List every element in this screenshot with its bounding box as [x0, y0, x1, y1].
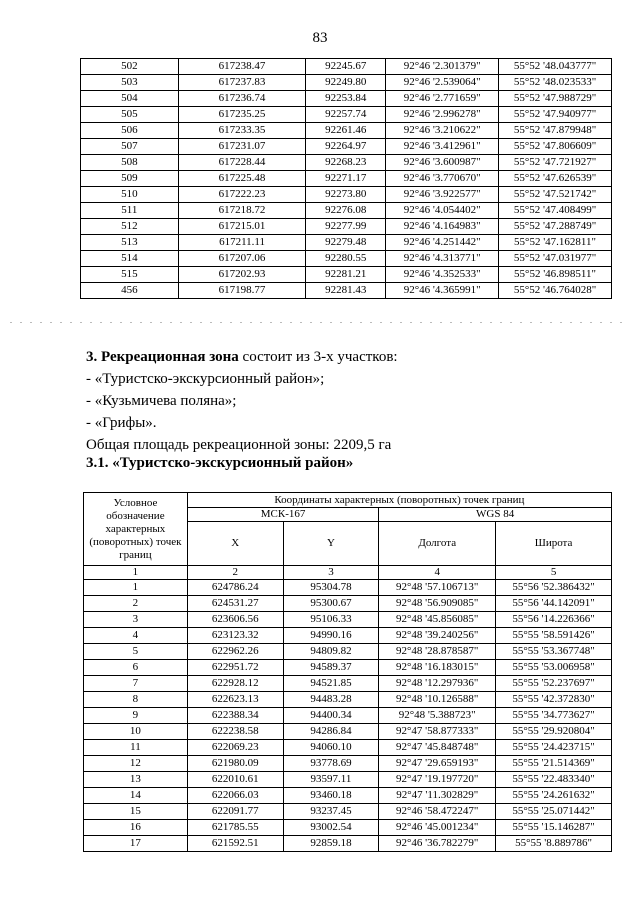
table-cell: 16	[84, 820, 188, 836]
table-cell: 92°48 '28.878587"	[379, 644, 496, 660]
table-cell: 17	[84, 836, 188, 852]
table-cell: 617211.11	[178, 235, 306, 251]
table-cell: 505	[81, 107, 179, 123]
table-cell: 92°46 '3.770670"	[386, 171, 499, 187]
table-cell: 7	[84, 676, 188, 692]
table-cell: 55°52 '47.521742"	[499, 187, 612, 203]
table-cell: 92°47 '29.659193"	[379, 756, 496, 772]
table-cell: 623606.56	[187, 612, 283, 628]
coordinates-table-continued	[80, 58, 612, 299]
table-cell: 92253.84	[306, 91, 386, 107]
table-cell: 617198.77	[178, 283, 306, 299]
table-cell: 624531.27	[187, 596, 283, 612]
table-cell: 95106.33	[283, 612, 379, 628]
table-cell: 55°55 '53.006958"	[496, 660, 612, 676]
table-cell: 504	[81, 91, 179, 107]
table-cell: 9	[84, 708, 188, 724]
list-item: - «Кузьмичева поляна»;	[86, 393, 237, 409]
table-cell: 92264.97	[306, 139, 386, 155]
table-cell: 55°52 '47.162811"	[499, 235, 612, 251]
table-cell: 92°48 '10.126588"	[379, 692, 496, 708]
table-cell: 55°55 '21.514369"	[496, 756, 612, 772]
table-cell: 55°52 '46.898511"	[499, 267, 612, 283]
table-cell: 6	[84, 660, 188, 676]
table-cell: 622951.72	[187, 660, 283, 676]
table-row	[84, 660, 612, 676]
table-cell: 92°46 '4.164983"	[386, 219, 499, 235]
table-row	[84, 724, 612, 740]
table-cell: 95300.67	[283, 596, 379, 612]
table-cell: 94286.84	[283, 724, 379, 740]
table-cell: 502	[81, 59, 179, 75]
table-row	[81, 59, 612, 75]
table-cell: 55°52 '47.288749"	[499, 219, 612, 235]
table-cell: 617237.83	[178, 75, 306, 91]
table-row	[84, 692, 612, 708]
page-number: 83	[312, 30, 328, 46]
table-row	[84, 788, 612, 804]
table-cell: 55°52 '48.043777"	[499, 59, 612, 75]
header-msk: МСК-167	[187, 508, 378, 522]
table-cell: 94990.16	[283, 628, 379, 644]
recreation-zone-section	[86, 346, 606, 456]
table-cell: 624786.24	[187, 580, 283, 596]
table-cell: 92°46 '2.771659"	[386, 91, 499, 107]
column-number: 5	[496, 566, 612, 580]
table-cell: 55°55 '8.889786"	[496, 836, 612, 852]
table-cell: 55°52 '47.408499"	[499, 203, 612, 219]
table-cell: 92°46 '4.251442"	[386, 235, 499, 251]
table-cell: 510	[81, 187, 179, 203]
table-cell: 508	[81, 155, 179, 171]
table-cell: 92°46 '4.313771"	[386, 251, 499, 267]
table-cell: 621980.09	[187, 756, 283, 772]
table-cell: 92°46 '2.996278"	[386, 107, 499, 123]
table-cell: 55°52 '48.023533"	[499, 75, 612, 91]
table-cell: 93597.11	[283, 772, 379, 788]
table-cell: 94809.82	[283, 644, 379, 660]
table-cell: 55°55 '15.146287"	[496, 820, 612, 836]
table-cell: 55°56 '52.386432"	[496, 580, 612, 596]
table-cell: 55°55 '25.071442"	[496, 804, 612, 820]
table-cell: 93778.69	[283, 756, 379, 772]
table-cell: 92859.18	[283, 836, 379, 852]
table-row	[81, 251, 612, 267]
table-row	[81, 107, 612, 123]
table-row	[81, 203, 612, 219]
table-row	[84, 820, 612, 836]
table-cell: 617235.25	[178, 107, 306, 123]
table-cell: 92279.48	[306, 235, 386, 251]
table-row	[81, 187, 612, 203]
table-cell: 55°55 '24.423715"	[496, 740, 612, 756]
table-row	[81, 267, 612, 283]
table-cell: 12	[84, 756, 188, 772]
table-cell: 92281.43	[306, 283, 386, 299]
table-row	[81, 91, 612, 107]
table-cell: 617222.23	[178, 187, 306, 203]
table-cell: 92°46 '3.600987"	[386, 155, 499, 171]
table-row	[84, 676, 612, 692]
table-cell: 55°55 '34.773627"	[496, 708, 612, 724]
table-cell: 456	[81, 283, 179, 299]
table-cell: 93237.45	[283, 804, 379, 820]
table-cell: 513	[81, 235, 179, 251]
table-cell: 93460.18	[283, 788, 379, 804]
table-cell: 14	[84, 788, 188, 804]
table-cell: 55°55 '29.920804"	[496, 724, 612, 740]
table-cell: 92261.46	[306, 123, 386, 139]
table-cell: 55°56 '44.142091"	[496, 596, 612, 612]
column-number: 2	[187, 566, 283, 580]
table-cell: 507	[81, 139, 179, 155]
table-cell: 511	[81, 203, 179, 219]
table-cell: 55°52 '47.879948"	[499, 123, 612, 139]
table-cell: 93002.54	[283, 820, 379, 836]
table-cell: 2	[84, 596, 188, 612]
table-cell: 92°46 '4.352533"	[386, 267, 499, 283]
table-cell: 10	[84, 724, 188, 740]
subsection-heading: 3.1. «Туристско-экскурсионный район»	[86, 455, 354, 471]
table-cell: 15	[84, 804, 188, 820]
header-y: Y	[283, 522, 379, 566]
table-cell: 622962.26	[187, 644, 283, 660]
table-cell: 55°55 '58.591426"	[496, 628, 612, 644]
table-cell: 92°46 '4.054402"	[386, 203, 499, 219]
table-cell: 55°52 '47.940977"	[499, 107, 612, 123]
section-heading	[86, 346, 606, 368]
table-cell: 92249.80	[306, 75, 386, 91]
table-cell: 506	[81, 123, 179, 139]
table-cell: 92°47 '11.302829"	[379, 788, 496, 804]
table-cell: 94521.85	[283, 676, 379, 692]
table-cell: 92280.55	[306, 251, 386, 267]
table-cell: 92°48 '5.388723"	[379, 708, 496, 724]
table-cell: 55°52 '47.988729"	[499, 91, 612, 107]
table-cell: 617231.07	[178, 139, 306, 155]
table-cell: 8	[84, 692, 188, 708]
table-row	[84, 596, 612, 612]
table-cell: 92°47 '45.848748"	[379, 740, 496, 756]
table-cell: 514	[81, 251, 179, 267]
table-cell: 4	[84, 628, 188, 644]
table-cell: 617225.48	[178, 171, 306, 187]
column-number: 4	[379, 566, 496, 580]
table-row	[84, 772, 612, 788]
table-cell: 95304.78	[283, 580, 379, 596]
table-row	[84, 740, 612, 756]
table-cell: 92271.17	[306, 171, 386, 187]
table-row	[81, 75, 612, 91]
table-cell: 92257.74	[306, 107, 386, 123]
table-cell: 13	[84, 772, 188, 788]
table-cell: 622010.61	[187, 772, 283, 788]
table-cell: 92°47 '58.877333"	[379, 724, 496, 740]
table-cell: 92°47 '19.197720"	[379, 772, 496, 788]
table-row	[81, 235, 612, 251]
column-number: 3	[283, 566, 379, 580]
table-cell: 3	[84, 612, 188, 628]
table-cell: 503	[81, 75, 179, 91]
table-cell: 622238.58	[187, 724, 283, 740]
table-row	[81, 283, 612, 299]
list-item: - «Туристско-экскурсионный район»;	[86, 371, 325, 387]
table-cell: 617233.35	[178, 123, 306, 139]
table-cell: 55°52 '47.626539"	[499, 171, 612, 187]
table-row	[84, 580, 612, 596]
table-cell: 92°46 '58.472247"	[379, 804, 496, 820]
table-cell: 55°52 '46.764028"	[499, 283, 612, 299]
table-cell: 92°46 '36.782279"	[379, 836, 496, 852]
table-cell: 92°48 '16.183015"	[379, 660, 496, 676]
table-cell: 92°48 '56.909085"	[379, 596, 496, 612]
table-cell: 92276.08	[306, 203, 386, 219]
table-row	[84, 836, 612, 852]
header-coordinates: Координаты характерных (поворотных) точек границ	[187, 493, 611, 508]
table-cell: 55°52 '47.721927"	[499, 155, 612, 171]
table-cell: 92281.21	[306, 267, 386, 283]
table-cell: 92°46 '2.539064"	[386, 75, 499, 91]
table-cell: 92245.67	[306, 59, 386, 75]
table-cell: 515	[81, 267, 179, 283]
header-wgs: WGS 84	[379, 508, 612, 522]
table-row	[81, 123, 612, 139]
table-cell: 622091.77	[187, 804, 283, 820]
page-break-separator	[10, 322, 630, 323]
table-cell: 622066.03	[187, 788, 283, 804]
table-cell: 617202.93	[178, 267, 306, 283]
table-row	[84, 612, 612, 628]
table-cell: 92°46 '3.210622"	[386, 123, 499, 139]
table-cell: 92°46 '45.001234"	[379, 820, 496, 836]
table-row	[84, 708, 612, 724]
table-cell: 11	[84, 740, 188, 756]
table-cell: 92°46 '4.365991"	[386, 283, 499, 299]
table-cell: 622928.12	[187, 676, 283, 692]
table-cell: 94483.28	[283, 692, 379, 708]
table-row	[84, 628, 612, 644]
table-cell: 617236.74	[178, 91, 306, 107]
header-point-designation: Условное обозначение характерных (поворотных) точек границ	[84, 493, 188, 566]
table-cell: 55°55 '24.261632"	[496, 788, 612, 804]
table-cell: 92°46 '3.922577"	[386, 187, 499, 203]
section-heading-rest: состоит из 3-х участков:	[238, 349, 398, 365]
table-cell: 509	[81, 171, 179, 187]
list-item: - «Грифы».	[86, 415, 157, 431]
table-cell: 55°52 '47.031977"	[499, 251, 612, 267]
table-cell: 617207.06	[178, 251, 306, 267]
table-cell: 622623.13	[187, 692, 283, 708]
table-row	[84, 756, 612, 772]
table-cell: 55°56 '14.226366"	[496, 612, 612, 628]
table-cell: 92277.99	[306, 219, 386, 235]
table-row	[84, 644, 612, 660]
table-cell: 94400.34	[283, 708, 379, 724]
table-row	[84, 804, 612, 820]
table-cell: 617238.47	[178, 59, 306, 75]
table-cell: 94589.37	[283, 660, 379, 676]
table-cell: 623123.32	[187, 628, 283, 644]
table-cell: 55°52 '47.806609"	[499, 139, 612, 155]
table-cell: 617218.72	[178, 203, 306, 219]
table-cell: 55°55 '52.237697"	[496, 676, 612, 692]
table-row	[81, 155, 612, 171]
table-cell: 617215.01	[178, 219, 306, 235]
table-cell: 5	[84, 644, 188, 660]
table-cell: 55°55 '53.367748"	[496, 644, 612, 660]
table-cell: 92268.23	[306, 155, 386, 171]
section-heading-bold: Рекреационная зона	[101, 349, 239, 365]
header-longitude: Долгота	[379, 522, 496, 566]
table-cell: 617228.44	[178, 155, 306, 171]
table-cell: 92°48 '39.240256"	[379, 628, 496, 644]
table-cell: 1	[84, 580, 188, 596]
table-cell: 94060.10	[283, 740, 379, 756]
table-cell: 622388.34	[187, 708, 283, 724]
table-cell: 92273.80	[306, 187, 386, 203]
table-cell: 621592.51	[187, 836, 283, 852]
table-cell: 621785.55	[187, 820, 283, 836]
coordinates-table	[83, 492, 612, 852]
table-row	[81, 219, 612, 235]
table-cell: 92°46 '3.412961"	[386, 139, 499, 155]
total-area-text: Общая площадь рекреационной зоны: 2209,5 га	[86, 437, 392, 453]
header-x: X	[187, 522, 283, 566]
table-row	[81, 171, 612, 187]
table-cell: 622069.23	[187, 740, 283, 756]
column-number: 1	[84, 566, 188, 580]
table-cell: 92°48 '57.106713"	[379, 580, 496, 596]
table-cell: 92°48 '45.856085"	[379, 612, 496, 628]
table-cell: 512	[81, 219, 179, 235]
table-cell: 55°55 '42.372830"	[496, 692, 612, 708]
table-cell: 92°48 '12.297936"	[379, 676, 496, 692]
table-cell: 55°55 '22.483340"	[496, 772, 612, 788]
header-latitude: Широта	[496, 522, 612, 566]
section-number: 3.	[86, 349, 98, 365]
table-row	[81, 139, 612, 155]
table-cell: 92°46 '2.301379"	[386, 59, 499, 75]
